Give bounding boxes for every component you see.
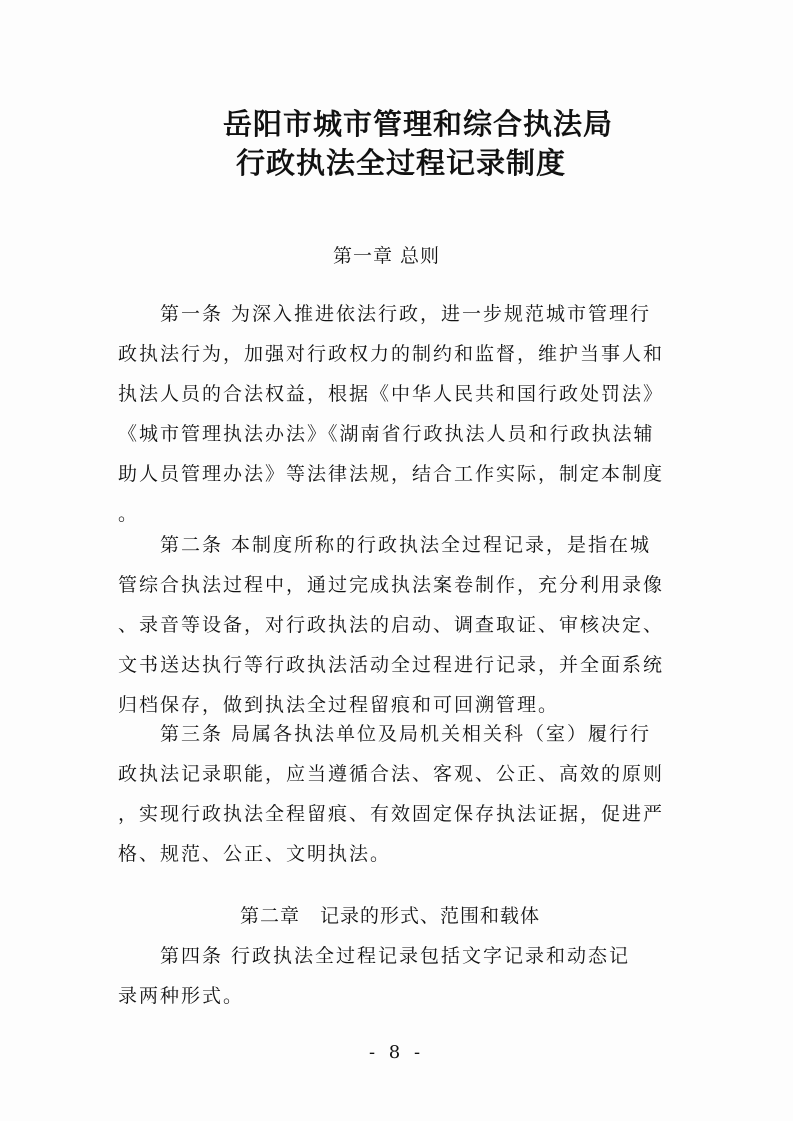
- article-2-line: 管综合执法过程中，通过完成执法案卷制作，充分利用录像: [118, 574, 665, 596]
- article-3-line: 格、规范、公正、文明执法。: [118, 843, 392, 865]
- article-3-line: 第三条 局属各执法单位及局机关相关科（室）履行行: [160, 723, 652, 745]
- article-1-line: 《城市管理执法办法》《湖南省行政执法人员和行政执法辅: [118, 423, 655, 445]
- article-2: [118, 525, 688, 725]
- article-3-line: 政执法记录职能，应当遵循合法、客观、公正、高效的原则: [118, 763, 665, 785]
- article-2-line: 、录音等设备，对行政执法的启动、调查取证、审核决定、: [118, 614, 665, 636]
- article-2-line: 归档保存，做到执法全过程留痕和可回溯管理。: [118, 694, 560, 716]
- chapter-heading-1: 第一章 总则: [333, 245, 441, 267]
- article-4-line: 第四条 行政执法全过程记录包括文字记录和动态记: [160, 945, 631, 967]
- article-1-line: 第一条 为深入推进依法行政，进一步规范城市管理行: [160, 303, 652, 325]
- article-4-line: 录两种形式。: [118, 985, 245, 1007]
- document-title-line-2: 行政执法全过程记录制度: [236, 146, 567, 180]
- chapter-heading-2: 第二章 记录的形式、范围和载体: [240, 905, 541, 927]
- article-1-line: 助人员管理办法》等法律法规，结合工作实际，制定本制度: [118, 463, 665, 485]
- article-1-line: 。: [118, 503, 140, 525]
- article-3: [118, 714, 688, 874]
- article-4: [118, 936, 688, 1016]
- article-2-line: 第二条 本制度所称的行政执法全过程记录，是指在城: [160, 534, 652, 556]
- article-1: [118, 294, 688, 534]
- article-3-line: ，实现行政执法全程留痕、有效固定保存执法证据，促进严: [118, 803, 665, 825]
- article-2-line: 文书送达执行等行政执法活动全过程进行记录，并全面系统: [118, 654, 665, 676]
- article-1-line: 执法人员的合法权益，根据《中华人民共和国行政处罚法》: [118, 383, 665, 405]
- document-title-line-1: 岳阳市城市管理和综合执法局: [223, 107, 614, 141]
- article-1-line: 政执法行为，加强对行政权力的制约和监督，维护当事人和: [118, 343, 665, 365]
- page-number: - 8 -: [368, 1042, 425, 1063]
